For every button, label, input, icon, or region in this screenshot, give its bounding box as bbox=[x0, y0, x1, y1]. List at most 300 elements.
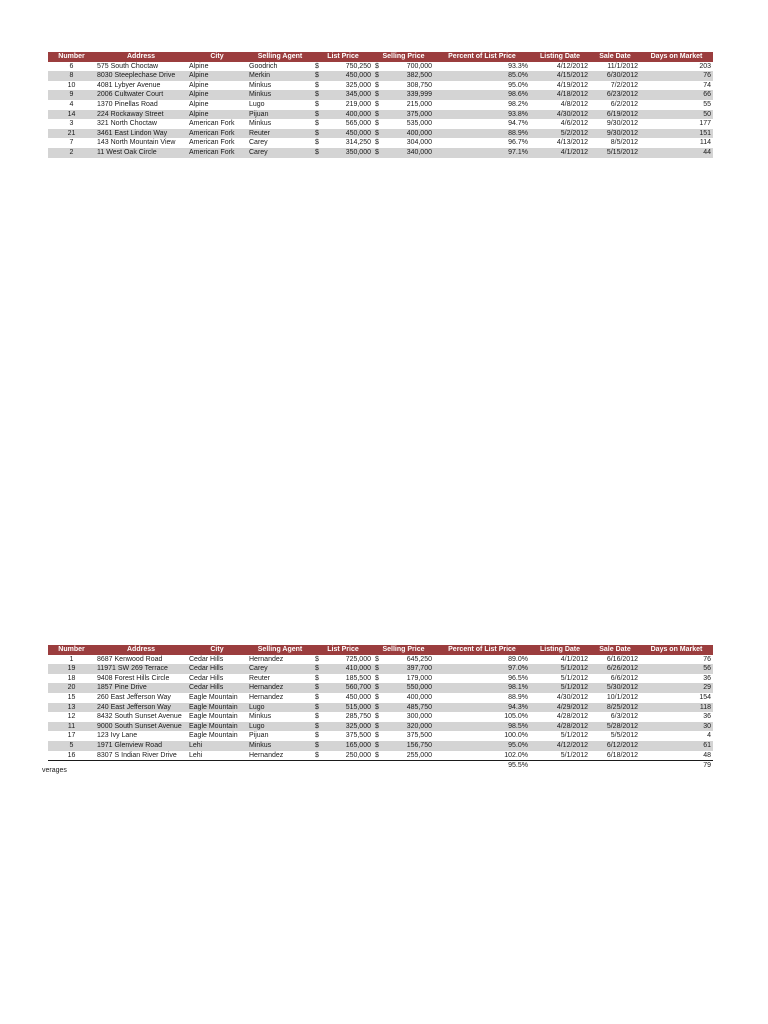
listing-date-cell[interactable]: 4/30/2012 bbox=[530, 110, 590, 120]
days-on-market-cell[interactable]: 154 bbox=[699, 693, 711, 701]
selling-agent-cell[interactable]: Minkus bbox=[249, 120, 272, 128]
header-row bbox=[48, 52, 713, 62]
address-cell[interactable]: 1370 Pinellas Road bbox=[97, 100, 158, 108]
column-header-city[interactable]: City bbox=[187, 52, 247, 62]
column-header-sale-date[interactable]: Sale Date bbox=[590, 645, 640, 655]
sale-date-cell[interactable]: 8/25/2012 bbox=[590, 703, 640, 713]
currency-symbol: $ bbox=[375, 741, 379, 749]
number-cell[interactable]: 3 bbox=[69, 120, 74, 128]
city-cell[interactable]: Alpine bbox=[189, 81, 209, 89]
amount: 645,250 bbox=[406, 655, 432, 663]
address-cell[interactable]: 11 West Oak Circle bbox=[95, 148, 187, 158]
percent-cell[interactable]: 96.5% bbox=[508, 674, 528, 682]
number-cell[interactable]: 19 bbox=[48, 664, 95, 674]
days-on-market-cell[interactable]: 76 bbox=[703, 655, 711, 663]
sale-date-cell[interactable]: 5/15/2012 bbox=[590, 148, 640, 158]
currency-symbol: $ bbox=[315, 713, 319, 721]
selling-price-cell[interactable] bbox=[373, 129, 434, 139]
column-header-days-on-market[interactable]: Days on Market bbox=[640, 645, 713, 655]
currency-symbol: $ bbox=[375, 665, 379, 673]
amount: 250,000 bbox=[345, 751, 371, 759]
list-price-cell[interactable] bbox=[313, 71, 373, 81]
listing-date-cell[interactable]: 4/15/2012 bbox=[530, 71, 590, 81]
sale-date-cell[interactable]: 5/5/2012 bbox=[610, 732, 638, 740]
percent-cell[interactable]: 88.9% bbox=[434, 129, 530, 139]
table-row bbox=[48, 731, 713, 741]
currency-symbol: $ bbox=[315, 120, 319, 128]
address-cell[interactable]: 1857 Pine Drive bbox=[95, 683, 187, 693]
days-on-market-cell[interactable]: 56 bbox=[640, 664, 713, 674]
table-row bbox=[48, 148, 713, 158]
selling-price-cell[interactable] bbox=[373, 62, 434, 72]
header-row bbox=[48, 645, 713, 655]
amount: 375,500 bbox=[345, 732, 371, 740]
table-row bbox=[48, 712, 713, 722]
sale-date-cell[interactable]: 11/1/2012 bbox=[607, 62, 638, 70]
listing-date-cell[interactable]: 4/12/2012 bbox=[530, 741, 590, 751]
listing-date-cell[interactable]: 5/1/2012 bbox=[560, 732, 588, 740]
address-cell[interactable]: 2006 Cultwater Court bbox=[95, 90, 187, 100]
selling-agent-cell[interactable]: Carey bbox=[247, 148, 313, 158]
column-header-selling-price[interactable]: Selling Price bbox=[373, 52, 434, 62]
averages-label: verages bbox=[42, 766, 67, 774]
percent-cell[interactable]: 102.0% bbox=[504, 751, 528, 759]
list-price-cell[interactable] bbox=[313, 119, 373, 129]
currency-symbol: $ bbox=[375, 674, 379, 682]
table-row bbox=[48, 655, 713, 665]
selling-agent-cell[interactable]: Hernandez bbox=[247, 683, 313, 693]
listing-date-cell[interactable]: 4/28/2012 bbox=[556, 713, 588, 721]
currency-symbol: $ bbox=[375, 120, 379, 128]
percent-cell[interactable]: 89.0% bbox=[508, 655, 528, 663]
currency-symbol: $ bbox=[315, 751, 319, 759]
selling-price-cell[interactable] bbox=[373, 148, 434, 158]
percent-cell[interactable]: 94.7% bbox=[508, 120, 528, 128]
selling-agent-cell[interactable]: Goodrich bbox=[249, 62, 278, 70]
city-cell[interactable]: Eagle Mountain bbox=[187, 703, 247, 713]
number-cell[interactable]: 8 bbox=[48, 71, 95, 81]
listing-date-cell[interactable]: 5/1/2012 bbox=[530, 683, 590, 693]
address-cell[interactable]: 240 East Jefferson Way bbox=[95, 703, 187, 713]
city-cell[interactable]: American Fork bbox=[187, 129, 247, 139]
sale-date-cell[interactable]: 9/30/2012 bbox=[606, 120, 638, 128]
selling-agent-cell[interactable]: Minkus bbox=[249, 81, 272, 89]
column-header-selling-price[interactable]: Selling Price bbox=[373, 645, 434, 655]
table-row bbox=[48, 100, 713, 110]
days-on-market-cell[interactable]: 30 bbox=[640, 722, 713, 732]
city-cell[interactable]: Eagle Mountain bbox=[189, 693, 238, 701]
days-on-market-cell[interactable]: 48 bbox=[703, 751, 711, 759]
list-price-cell[interactable] bbox=[313, 712, 373, 722]
sale-date-cell[interactable]: 10/1/2012 bbox=[606, 693, 638, 701]
column-header-city[interactable]: City bbox=[187, 645, 247, 655]
selling-agent-cell[interactable]: Hernandez bbox=[249, 751, 284, 759]
listings-table-top bbox=[48, 52, 713, 158]
city-cell[interactable]: American Fork bbox=[187, 148, 247, 158]
days-on-market-cell[interactable]: 29 bbox=[640, 683, 713, 693]
table-row bbox=[48, 683, 713, 693]
selling-agent-cell[interactable]: Carey bbox=[247, 664, 313, 674]
amount: 215,000 bbox=[406, 100, 432, 108]
days-on-market-cell[interactable]: 203 bbox=[699, 62, 711, 70]
list-price-cell[interactable] bbox=[313, 683, 373, 693]
listing-date-cell[interactable]: 5/1/2012 bbox=[560, 751, 588, 759]
column-header-listing-date[interactable]: Listing Date bbox=[530, 52, 590, 62]
currency-symbol: $ bbox=[375, 139, 379, 147]
amount: 400,000 bbox=[406, 129, 432, 137]
number-cell[interactable]: 21 bbox=[48, 129, 95, 139]
percent-cell[interactable]: 97.1% bbox=[434, 148, 530, 158]
selling-price-cell[interactable] bbox=[373, 751, 434, 761]
percent-cell[interactable]: 96.7% bbox=[508, 139, 528, 147]
table-row bbox=[48, 119, 713, 129]
column-header-address[interactable]: Address bbox=[95, 645, 187, 655]
percent-cell[interactable]: 98.1% bbox=[434, 683, 530, 693]
days-on-market-cell[interactable]: 114 bbox=[699, 139, 711, 147]
days-on-market-cell[interactable]: 151 bbox=[640, 129, 713, 139]
currency-symbol: $ bbox=[315, 81, 319, 89]
selling-agent-cell[interactable]: Reuter bbox=[249, 674, 271, 682]
listings-table bbox=[42, 645, 713, 774]
selling-price-cell[interactable] bbox=[373, 90, 434, 100]
percent-cell[interactable]: 105.0% bbox=[504, 713, 528, 721]
selling-agent-cell[interactable]: Carey bbox=[249, 139, 268, 147]
column-header-number[interactable]: Number bbox=[48, 645, 95, 655]
average-days-cell[interactable]: 79 bbox=[640, 761, 713, 771]
currency-symbol: $ bbox=[315, 62, 319, 70]
address-cell[interactable]: 123 Ivy Lane bbox=[97, 732, 138, 740]
address-cell[interactable]: 260 East Jefferson Way bbox=[97, 693, 171, 701]
list-price-cell[interactable] bbox=[313, 722, 373, 732]
days-on-market-cell[interactable]: 50 bbox=[640, 110, 713, 120]
table-row bbox=[48, 71, 713, 81]
percent-cell[interactable]: 100.0% bbox=[504, 732, 528, 740]
city-cell[interactable]: American Fork bbox=[189, 120, 235, 128]
listing-date-cell[interactable]: 5/1/2012 bbox=[560, 674, 588, 682]
list-price-cell[interactable] bbox=[313, 90, 373, 100]
amount: 325,000 bbox=[345, 722, 371, 730]
days-on-market-cell[interactable]: 36 bbox=[703, 674, 711, 682]
selling-price-cell[interactable] bbox=[373, 138, 434, 148]
city-cell[interactable]: Eagle Mountain bbox=[189, 713, 238, 721]
days-on-market-cell[interactable]: 61 bbox=[640, 741, 713, 751]
selling-price-cell[interactable] bbox=[373, 712, 434, 722]
number-cell[interactable]: 16 bbox=[67, 751, 76, 759]
list-price-cell[interactable] bbox=[313, 148, 373, 158]
currency-symbol: $ bbox=[375, 732, 379, 740]
table-row bbox=[48, 741, 713, 751]
number-cell[interactable]: 1 bbox=[69, 655, 74, 663]
selling-price-cell[interactable] bbox=[373, 741, 434, 751]
number-cell[interactable]: 13 bbox=[48, 703, 95, 713]
column-header-selling-agent[interactable]: Selling Agent bbox=[247, 52, 313, 62]
selling-agent-cell[interactable]: Hernandez bbox=[249, 655, 284, 663]
column-header-selling-agent[interactable]: Selling Agent bbox=[247, 645, 313, 655]
number-cell[interactable]: 4 bbox=[69, 100, 74, 108]
listing-date-cell[interactable]: 4/8/2012 bbox=[560, 100, 588, 108]
city-cell[interactable]: Cedar Hills bbox=[187, 664, 247, 674]
selling-price-cell[interactable] bbox=[373, 81, 434, 91]
address-cell[interactable]: 3461 East Lindon Way bbox=[95, 129, 187, 139]
sale-date-cell[interactable]: 6/23/2012 bbox=[590, 90, 640, 100]
list-price-cell[interactable] bbox=[313, 138, 373, 148]
listing-date-cell[interactable]: 4/6/2012 bbox=[560, 120, 588, 128]
sale-date-cell[interactable]: 6/26/2012 bbox=[590, 664, 640, 674]
selling-agent-cell[interactable]: Minkus bbox=[249, 713, 272, 721]
days-on-market-cell[interactable]: 36 bbox=[703, 713, 711, 721]
currency-symbol: $ bbox=[315, 684, 319, 692]
list-price-cell[interactable] bbox=[313, 751, 373, 761]
list-price-cell[interactable] bbox=[313, 703, 373, 713]
number-cell[interactable]: 14 bbox=[48, 110, 95, 120]
listing-date-cell[interactable]: 4/19/2012 bbox=[556, 81, 588, 89]
selling-price-cell[interactable] bbox=[373, 119, 434, 129]
number-cell[interactable]: 5 bbox=[48, 741, 95, 751]
days-on-market-cell[interactable]: 118 bbox=[640, 703, 713, 713]
column-header-sale-date[interactable]: Sale Date bbox=[590, 52, 640, 62]
amount: 450,000 bbox=[345, 72, 371, 80]
currency-symbol: $ bbox=[375, 110, 379, 118]
column-header-percent-of-list-price[interactable]: Percent of List Price bbox=[434, 52, 530, 62]
city-cell[interactable]: Alpine bbox=[187, 110, 247, 120]
column-header-percent-of-list-price[interactable]: Percent of List Price bbox=[434, 645, 530, 655]
list-price-cell[interactable] bbox=[313, 655, 373, 665]
days-on-market-cell[interactable]: 76 bbox=[640, 71, 713, 81]
percent-cell[interactable]: 95.0% bbox=[508, 81, 528, 89]
selling-agent-cell[interactable]: Minkus bbox=[247, 741, 313, 751]
number-cell[interactable]: 9 bbox=[48, 90, 95, 100]
number-cell[interactable]: 6 bbox=[69, 62, 74, 70]
average-percent-cell[interactable]: 95.5% bbox=[434, 761, 530, 771]
list-price-cell[interactable] bbox=[313, 100, 373, 110]
list-price-cell[interactable] bbox=[313, 731, 373, 741]
city-cell[interactable]: Alpine bbox=[189, 62, 209, 70]
listing-date-cell[interactable]: 4/1/2012 bbox=[530, 148, 590, 158]
selling-price-cell[interactable] bbox=[373, 703, 434, 713]
listing-date-cell[interactable]: 4/18/2012 bbox=[530, 90, 590, 100]
list-price-cell[interactable] bbox=[313, 110, 373, 120]
selling-agent-cell[interactable]: Lugo bbox=[247, 722, 313, 732]
percent-cell[interactable]: 93.8% bbox=[434, 110, 530, 120]
list-price-cell[interactable] bbox=[313, 741, 373, 751]
days-on-market-cell[interactable]: 55 bbox=[703, 100, 711, 108]
currency-symbol: $ bbox=[375, 693, 379, 701]
currency-symbol: $ bbox=[315, 110, 319, 118]
selling-agent-cell[interactable]: Lugo bbox=[249, 100, 265, 108]
currency-symbol: $ bbox=[375, 684, 379, 692]
amount: 750,250 bbox=[345, 62, 371, 70]
currency-symbol: $ bbox=[315, 741, 319, 749]
amount: 345,000 bbox=[345, 91, 371, 99]
selling-agent-cell[interactable]: Hernandez bbox=[249, 693, 284, 701]
column-header-list-price[interactable]: List Price bbox=[313, 52, 373, 62]
selling-price-cell[interactable] bbox=[373, 722, 434, 732]
number-cell[interactable]: 12 bbox=[67, 713, 76, 721]
list-price-cell[interactable] bbox=[313, 81, 373, 91]
sale-date-cell[interactable]: 6/2/2012 bbox=[610, 100, 638, 108]
selling-price-cell[interactable] bbox=[373, 71, 434, 81]
sale-date-cell[interactable]: 5/30/2012 bbox=[590, 683, 640, 693]
city-cell[interactable]: Cedar Hills bbox=[189, 674, 224, 682]
sale-date-cell[interactable]: 6/12/2012 bbox=[590, 741, 640, 751]
table-row bbox=[48, 129, 713, 139]
listing-date-cell[interactable]: 4/12/2012 bbox=[556, 62, 588, 70]
address-cell[interactable]: 8687 Kenwood Road bbox=[97, 655, 163, 663]
listing-date-cell[interactable]: 5/1/2012 bbox=[530, 664, 590, 674]
column-header-days-on-market[interactable]: Days on Market bbox=[640, 52, 713, 62]
address-cell[interactable]: 4081 Lybyer Avenue bbox=[97, 81, 161, 89]
number-cell[interactable]: 11 bbox=[48, 722, 95, 732]
address-cell[interactable]: 1971 Glenview Road bbox=[95, 741, 187, 751]
sale-date-cell[interactable]: 6/3/2012 bbox=[610, 713, 638, 721]
number-cell[interactable]: 2 bbox=[48, 148, 95, 158]
column-header-address[interactable]: Address bbox=[95, 52, 187, 62]
selling-price-cell[interactable] bbox=[373, 683, 434, 693]
percent-cell[interactable]: 98.2% bbox=[508, 100, 528, 108]
percent-cell[interactable]: 88.9% bbox=[508, 693, 528, 701]
selling-price-cell[interactable] bbox=[373, 100, 434, 110]
number-cell[interactable]: 18 bbox=[67, 674, 76, 682]
table-row bbox=[48, 62, 713, 72]
amount: 565,000 bbox=[345, 120, 371, 128]
listing-date-cell[interactable]: 4/28/2012 bbox=[530, 722, 590, 732]
currency-symbol: $ bbox=[375, 722, 379, 730]
days-on-market-cell[interactable]: 44 bbox=[640, 148, 713, 158]
table-row bbox=[48, 722, 713, 732]
sale-date-cell[interactable]: 6/6/2012 bbox=[610, 674, 638, 682]
listing-date-cell[interactable]: 4/1/2012 bbox=[560, 655, 588, 663]
address-cell[interactable]: 11971 SW 269 Terrace bbox=[95, 664, 187, 674]
column-header-listing-date[interactable]: Listing Date bbox=[530, 645, 590, 655]
address-cell[interactable]: 9000 South Sunset Avenue bbox=[95, 722, 187, 732]
selling-agent-cell[interactable]: Pijuan bbox=[249, 732, 269, 740]
column-header-list-price[interactable]: List Price bbox=[313, 645, 373, 655]
currency-symbol: $ bbox=[315, 693, 319, 701]
currency-symbol: $ bbox=[315, 148, 319, 156]
amount: 320,000 bbox=[406, 722, 432, 730]
selling-price-cell[interactable] bbox=[373, 674, 434, 684]
number-cell[interactable]: 17 bbox=[67, 732, 76, 740]
currency-symbol: $ bbox=[375, 655, 379, 663]
sale-date-cell[interactable]: 6/19/2012 bbox=[590, 110, 640, 120]
listing-date-cell[interactable]: 5/2/2012 bbox=[530, 129, 590, 139]
list-price-cell[interactable] bbox=[313, 664, 373, 674]
percent-cell[interactable]: 94.3% bbox=[434, 703, 530, 713]
sale-date-cell[interactable]: 6/16/2012 bbox=[606, 655, 638, 663]
number-cell[interactable]: 15 bbox=[67, 693, 76, 701]
amount: 325,000 bbox=[345, 81, 371, 89]
listing-date-cell[interactable]: 4/13/2012 bbox=[556, 139, 588, 147]
number-cell[interactable]: 20 bbox=[48, 683, 95, 693]
table-row bbox=[48, 81, 713, 91]
percent-cell[interactable]: 93.3% bbox=[508, 62, 528, 70]
days-on-market-cell[interactable]: 4 bbox=[707, 732, 711, 740]
city-cell[interactable]: American Fork bbox=[189, 139, 235, 147]
address-cell[interactable]: 8030 Steeplechase Drive bbox=[95, 71, 187, 81]
amount: 382,500 bbox=[406, 72, 432, 80]
percent-cell[interactable]: 98.5% bbox=[434, 722, 530, 732]
table-row bbox=[48, 110, 713, 120]
percent-cell[interactable]: 95.0% bbox=[434, 741, 530, 751]
selling-price-cell[interactable] bbox=[373, 731, 434, 741]
sale-date-cell[interactable]: 7/2/2012 bbox=[610, 81, 638, 89]
amount: 450,000 bbox=[345, 693, 371, 701]
percent-cell[interactable]: 98.6% bbox=[434, 90, 530, 100]
city-cell[interactable]: Alpine bbox=[189, 100, 209, 108]
city-cell[interactable]: Lehi bbox=[189, 751, 203, 759]
table-row bbox=[48, 90, 713, 100]
currency-symbol: $ bbox=[315, 674, 319, 682]
city-cell[interactable]: Cedar Hills bbox=[189, 655, 224, 663]
listing-date-cell[interactable]: 4/30/2012 bbox=[556, 693, 588, 701]
city-cell[interactable]: Lehi bbox=[187, 741, 247, 751]
address-cell[interactable]: 143 North Mountain View bbox=[97, 139, 176, 147]
currency-symbol: $ bbox=[315, 703, 319, 711]
address-cell[interactable]: 9408 Forest Hills Circle bbox=[97, 674, 170, 682]
address-cell[interactable]: 8307 S Indian River Drive bbox=[97, 751, 177, 759]
sale-date-cell[interactable]: 6/18/2012 bbox=[606, 751, 638, 759]
sale-date-cell[interactable]: 6/30/2012 bbox=[590, 71, 640, 81]
amount: 340,000 bbox=[406, 148, 432, 156]
city-cell[interactable]: Eagle Mountain bbox=[189, 732, 238, 740]
address-cell[interactable]: 8432 South Sunset Avenue bbox=[97, 713, 182, 721]
selling-price-cell[interactable] bbox=[373, 693, 434, 703]
selling-price-cell[interactable] bbox=[373, 664, 434, 674]
sale-date-cell[interactable]: 9/30/2012 bbox=[590, 129, 640, 139]
selling-agent-cell[interactable]: Pijuan bbox=[247, 110, 313, 120]
address-cell[interactable]: 224 Rockaway Street bbox=[95, 110, 187, 120]
days-on-market-cell[interactable]: 74 bbox=[703, 81, 711, 89]
currency-symbol: $ bbox=[375, 72, 379, 80]
sale-date-cell[interactable]: 5/28/2012 bbox=[590, 722, 640, 732]
city-cell[interactable]: Eagle Mountain bbox=[187, 722, 247, 732]
list-price-cell[interactable] bbox=[313, 674, 373, 684]
listing-date-cell[interactable]: 4/29/2012 bbox=[530, 703, 590, 713]
number-cell[interactable]: 10 bbox=[67, 81, 76, 89]
list-price-cell[interactable] bbox=[313, 693, 373, 703]
amount: 308,750 bbox=[406, 81, 432, 89]
amount: 397,700 bbox=[406, 665, 432, 673]
amount: 350,000 bbox=[345, 148, 371, 156]
percent-cell[interactable]: 85.0% bbox=[434, 71, 530, 81]
city-cell[interactable]: Alpine bbox=[187, 71, 247, 81]
amount: 255,000 bbox=[406, 751, 432, 759]
list-price-cell[interactable] bbox=[313, 62, 373, 72]
number-cell[interactable]: 7 bbox=[69, 139, 74, 147]
percent-cell[interactable]: 97.0% bbox=[434, 664, 530, 674]
selling-price-cell[interactable] bbox=[373, 655, 434, 665]
sale-date-cell[interactable]: 8/5/2012 bbox=[610, 139, 638, 147]
amount: 725,000 bbox=[345, 655, 371, 663]
listings-table-bottom bbox=[42, 645, 713, 774]
city-cell[interactable]: Cedar Hills bbox=[187, 683, 247, 693]
currency-symbol: $ bbox=[315, 139, 319, 147]
selling-agent-cell[interactable]: Minkus bbox=[247, 90, 313, 100]
list-price-cell[interactable] bbox=[313, 129, 373, 139]
address-cell[interactable]: 321 North Choctaw bbox=[97, 120, 157, 128]
column-header-number[interactable]: Number bbox=[48, 52, 95, 62]
selling-agent-cell[interactable]: Reuter bbox=[247, 129, 313, 139]
selling-agent-cell[interactable]: Lugo bbox=[247, 703, 313, 713]
selling-price-cell[interactable] bbox=[373, 110, 434, 120]
city-cell[interactable]: Alpine bbox=[187, 90, 247, 100]
currency-symbol: $ bbox=[315, 655, 319, 663]
selling-agent-cell[interactable]: Merkin bbox=[247, 71, 313, 81]
amount: 485,750 bbox=[406, 703, 432, 711]
days-on-market-cell[interactable]: 177 bbox=[699, 120, 711, 128]
address-cell[interactable]: 575 South Choctaw bbox=[97, 62, 159, 70]
days-on-market-cell[interactable]: 66 bbox=[640, 90, 713, 100]
